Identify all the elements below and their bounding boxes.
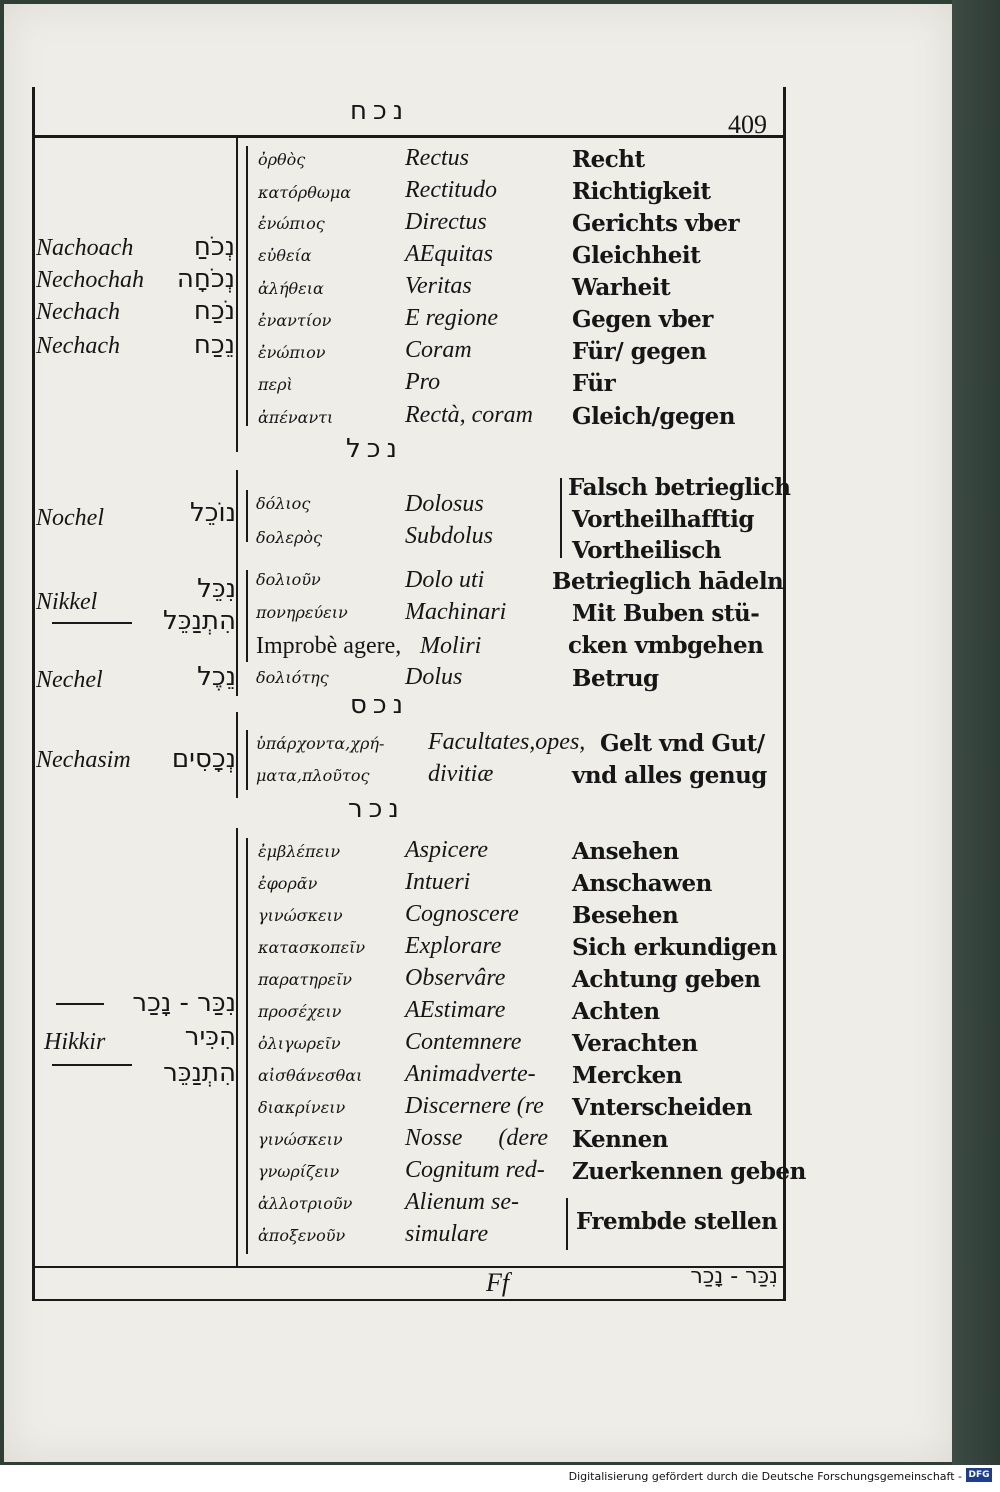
section-root: נכר <box>348 794 405 824</box>
german-term: Achtung geben <box>572 966 761 993</box>
head-hebrew: נֵכֶל <box>197 662 236 692</box>
latin-term: Nosse (dere <box>405 1125 549 1151</box>
german-term: Kennen <box>572 1126 668 1153</box>
latin-term: Machinari <box>405 599 507 625</box>
head-translit: Nikkel <box>36 589 98 615</box>
german-term: Gegen vber <box>572 306 713 333</box>
german-term: Warheit <box>572 274 671 301</box>
greek-term: κατασκοπεῖν <box>258 938 366 957</box>
latin-term: Alienum se- <box>405 1189 519 1215</box>
latin-term: Dolo uti <box>405 567 485 593</box>
latin-term: Facultates,opes, <box>428 729 586 755</box>
german-term: Gleichheit <box>572 242 701 269</box>
column-separator <box>236 470 238 696</box>
head-translit: Nechasim <box>36 747 131 773</box>
greek-term: ὀλιγωρεῖν <box>258 1034 341 1053</box>
latin-term: Contemnere <box>405 1029 522 1055</box>
german-term: Anschawen <box>572 870 712 897</box>
latin-term: Coram <box>405 337 472 363</box>
latin-term: Animadverte- <box>405 1061 536 1087</box>
head-hebrew: נֹכַח <box>193 296 235 326</box>
catchword: נִכַּר - נָכַר <box>690 1264 778 1289</box>
head-translit: Nachoach <box>36 235 134 261</box>
greek-term: ἐνώπιον <box>258 343 326 362</box>
latin-term: Cognitum red- <box>405 1157 545 1183</box>
latin-term: Rectà, coram <box>405 402 533 428</box>
german-term: Vnterscheiden <box>572 1094 752 1121</box>
greek-term: διακρίνειν <box>258 1098 346 1117</box>
latin-term: Observâre <box>405 965 506 991</box>
head-hebrew: נִכֵּל <box>197 574 236 604</box>
greek-term: παρατηρεῖν <box>258 970 352 989</box>
head-translit: Nechel <box>36 667 103 693</box>
latin-term: Cognoscere <box>405 901 519 927</box>
german-term: Für <box>572 370 616 397</box>
digitization-credit: Digitalisierung gefördert durch die Deutsche Forschungsgemeinschaft - <box>568 1470 962 1483</box>
greek-term: γινώσκειν <box>258 1130 343 1149</box>
german-term: Gelt vnd Gut/ <box>600 730 765 757</box>
latin-term: Dolosus <box>405 491 484 517</box>
bracket <box>246 730 248 790</box>
greek-term: αἰσθάνεσθαι <box>258 1066 363 1085</box>
latin-term: Rectus <box>405 145 469 171</box>
page-edge-shadow <box>952 0 1000 1465</box>
latin-term: Rectitudo <box>405 177 497 203</box>
dfg-logo: DFG <box>966 1468 992 1482</box>
section-root: נכס <box>350 690 410 720</box>
german-term: Betrieglich hādeln <box>552 568 784 595</box>
greek-term: περὶ <box>258 375 293 394</box>
page-number: 409 <box>728 110 767 139</box>
head-translit: Nechochah <box>36 267 144 293</box>
header-root: נכח <box>350 96 410 126</box>
greek-term: γνωρίζειν <box>258 1162 340 1181</box>
column-separator <box>236 138 238 452</box>
german-term: Mercken <box>572 1062 683 1089</box>
head-hebrew: הִתְנַכֵּר <box>163 1058 236 1088</box>
german-term: Vortheilhafftig <box>572 506 755 533</box>
german-term: Verachten <box>572 1030 698 1057</box>
bracket <box>566 1198 568 1250</box>
greek-term: ὑπάρχοντα,χρή- <box>256 734 385 753</box>
head-hebrew: נֵכַח <box>193 330 235 360</box>
german-term: Gleich/gegen <box>572 403 736 430</box>
german-term: Betrug <box>572 665 659 692</box>
head-hebrew: הִכִּיר <box>184 1022 236 1052</box>
greek-term: ἐμβλέπειν <box>258 842 341 861</box>
greek-term: ἐναντίον <box>258 311 332 330</box>
greek-term: δολιοῦν <box>256 570 321 589</box>
greek-term: ἀλλοτριοῦν <box>258 1194 353 1213</box>
latin-term: AEquitas <box>405 241 493 267</box>
greek-term: ἐφορᾶν <box>258 874 318 893</box>
latin-term: Subdolus <box>405 523 494 549</box>
german-term: Für/ gegen <box>572 338 707 365</box>
greek-term: γινώσκειν <box>258 906 343 925</box>
greek-term: ματα,πλοῦτος <box>256 766 370 785</box>
header-rule <box>32 135 786 138</box>
greek-term: πονηρεύειν <box>256 603 348 622</box>
head-hebrew: נְכֹחַ <box>193 232 235 262</box>
greek-term: ἐνώπιος <box>258 214 325 233</box>
head-translit: Nochel <box>36 505 104 531</box>
latin-term: Explorare <box>405 933 502 959</box>
german-term: Mit Buben stü- <box>572 600 760 627</box>
german-term: Frembde stellen <box>576 1208 778 1235</box>
greek-term: κατόρθωμα <box>258 183 352 202</box>
greek-term: εὐθεία <box>258 246 312 265</box>
ellipsis-rule <box>56 1003 104 1005</box>
latin-term: Dolus <box>405 664 463 690</box>
german-term: Gerichts vber <box>572 210 740 237</box>
bracket <box>246 490 248 542</box>
greek-term: ἀποξενοῦν <box>258 1226 346 1245</box>
bracket <box>246 570 248 662</box>
column-separator <box>236 712 238 798</box>
section-root: נכל <box>346 434 403 464</box>
german-term: cken vmbgehen <box>568 632 764 659</box>
greek-term: δολιότης <box>256 668 329 687</box>
head-translit: Hikkir <box>44 1029 106 1055</box>
bracket <box>246 146 248 426</box>
greek-term: προσέχειν <box>258 1002 342 1021</box>
german-term: Vortheilisch <box>572 537 722 564</box>
bracket <box>560 478 562 558</box>
german-term: Besehen <box>572 902 679 929</box>
german-term: vnd alles genug <box>572 762 767 789</box>
greek-term: ἀλήθεια <box>258 279 324 298</box>
german-term: Achten <box>572 998 660 1025</box>
greek-term: ὀρθὸς <box>258 150 306 169</box>
latin-term: Moliri <box>420 633 482 659</box>
bracket <box>246 838 248 1254</box>
latin-term: E regione <box>405 305 499 331</box>
latin-term: Directus <box>405 209 487 235</box>
latin-term: Intueri <box>405 869 471 895</box>
head-hebrew: נִכַּר - נָכַר <box>132 988 236 1018</box>
latin-term: Veritas <box>405 273 472 299</box>
ellipsis-rule <box>52 622 132 624</box>
head-hebrew: נוֹכֵל <box>189 498 236 528</box>
latin-term: divitiæ <box>428 761 494 787</box>
german-term: Ansehen <box>572 838 679 865</box>
head-hebrew: נְכֹחָה <box>176 264 235 294</box>
head-hebrew: הִתְנַכֵּל <box>162 606 236 636</box>
greek-term: δολερὸς <box>256 528 322 547</box>
latin-term: Aspicere <box>405 837 489 863</box>
greek-term: δόλιος <box>256 494 311 513</box>
greek-term: ἀπέναντι <box>258 408 334 427</box>
german-term: Falsch betrieglich <box>568 474 791 501</box>
german-term: Zuerkennen geben <box>572 1158 806 1185</box>
german-term: Sich erkundigen <box>572 934 777 961</box>
german-term: Richtigkeit <box>572 178 711 205</box>
latin-phrase: Improbè agere, <box>256 633 402 659</box>
latin-term: AEstimare <box>405 997 506 1023</box>
latin-term: Pro <box>405 369 441 395</box>
column-separator <box>236 828 238 1266</box>
latin-term: Discernere (re <box>405 1093 544 1119</box>
head-hebrew: נְכָסִים <box>171 744 236 774</box>
german-term: Recht <box>572 146 645 173</box>
latin-term: simulare <box>405 1221 489 1247</box>
signature-mark: Ff <box>486 1268 510 1297</box>
head-translit: Nechach <box>36 333 120 359</box>
head-translit: Nechach <box>36 299 120 325</box>
